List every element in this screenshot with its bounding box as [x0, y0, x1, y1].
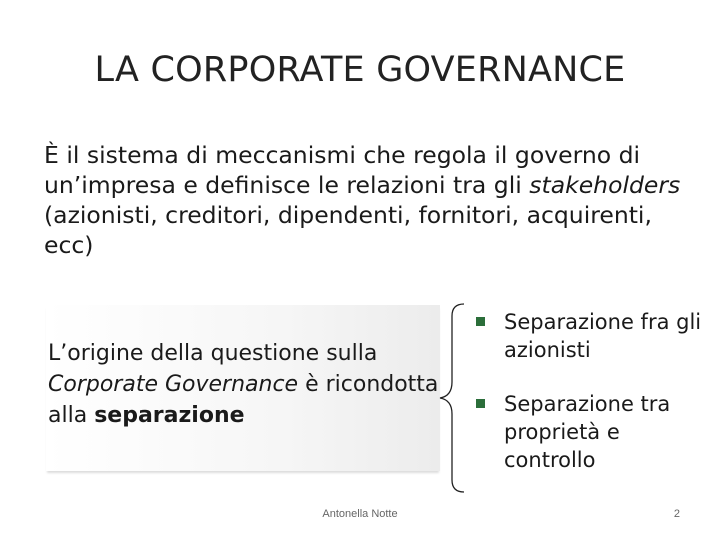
- square-bullet-icon: [476, 317, 485, 326]
- intro-text-end: (azionisti, creditori, dipendenti, fornitori, acquirenti, ecc): [44, 201, 652, 259]
- square-bullet-icon: [476, 399, 485, 408]
- curly-brace-icon: [436, 302, 466, 494]
- slide-title: LA CORPORATE GOVERNANCE: [94, 50, 626, 90]
- bullet-item: [470, 308, 710, 364]
- intro-emphasis: stakeholders: [529, 171, 681, 199]
- intro-text-start: È il sistema di meccanismi che regola il governo di un’impresa e definisce le relazioni tra gli: [44, 141, 641, 199]
- bullet-item: [470, 390, 710, 474]
- origin-bold: separazione: [94, 403, 245, 428]
- origin-statement: [48, 338, 440, 431]
- origin-text-middle: è ricondotta alla: [48, 372, 439, 428]
- origin-emphasis: Corporate Governance: [48, 372, 299, 397]
- page-number: 2: [673, 508, 680, 520]
- bullet-text: Separazione tra proprietà e controllo: [504, 392, 671, 472]
- origin-text-start: L’origine della questione sulla: [48, 341, 378, 366]
- intro-paragraph: [44, 140, 704, 260]
- footer-author: Antonella Notte: [322, 508, 398, 520]
- bullet-text: Separazione fra gli azionisti: [504, 310, 702, 362]
- bullet-list: [470, 308, 710, 474]
